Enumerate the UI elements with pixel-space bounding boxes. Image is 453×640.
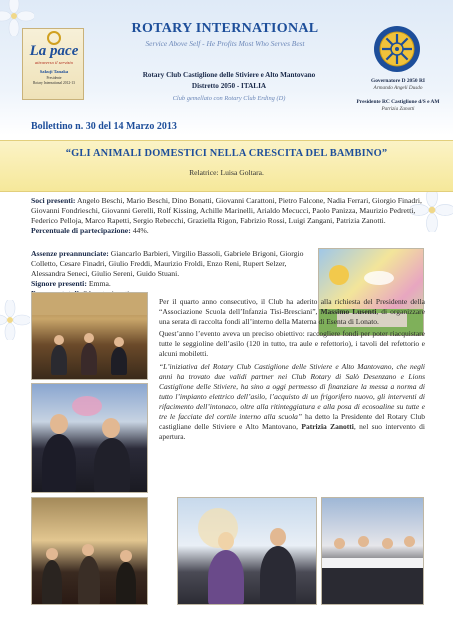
governor-name: Armando Angeli Dusdo	[373, 85, 423, 91]
paragraph-1-text-end: , di organizzare una serata di raccolta fondi all’interno della Materna di Esenta di Lonato.	[159, 307, 426, 327]
photo-dinner-hall	[31, 292, 148, 380]
absences: Giancarlo Barbieri, Virgilio Bassoli, Gabriele Brigoni, Giorgio Colletto, Cesare Finadri, Giulio Freddi, Maurizio Froldi, Enzo Reni, Rupert Selzer, Alessandra Seneci, Giulio Sereni, Guido Stuani.	[31, 249, 304, 279]
paragraph-3	[159, 362, 425, 443]
ladies-label: Signore presenti:	[31, 279, 87, 289]
bulletin-number: Bollettino n. 30 del 14 Marzo 2013	[31, 121, 177, 132]
masthead-title: ROTARY INTERNATIONAL	[131, 21, 319, 36]
paragraph-3-text-end: , nel suo intervento di apertura.	[159, 422, 425, 442]
members-present-label: Soci presenti:	[31, 196, 76, 205]
paragraph-2: Quest’anno l’evento aveva un preciso obiettivo: raccogliere fondi per poter riacquistare tutte le seggioline dell’asilo (120 in tutto, tra aule e refettorio), i tavoli del refettorio e alcuni mobiletti.	[159, 329, 425, 359]
article-speaker: Relatrice: Luisa Goltara.	[189, 168, 264, 177]
paragraph-3-name: Patrizia Zanotti	[301, 422, 354, 432]
president-name: Patrizia Zanotti	[381, 106, 415, 112]
article-body	[159, 297, 425, 444]
badge-name: Sakuji Tanaka	[39, 69, 69, 74]
ladies-present: Emma.	[88, 279, 111, 289]
photo-two-men-and-woman	[31, 383, 148, 493]
paragraph-1-text: Per il quarto anno consecutivo, il Club ha aderito alla richiesta del Presidente della “Associazione Scuola dell’Infanzia Tisi-Bresciani”,	[159, 297, 425, 317]
badge-title: La pace	[29, 43, 79, 59]
badge-subtitle: attraverso il servizio	[34, 60, 74, 65]
paragraph-3-text: ha detto la Presidente del Rotary Club castigliane delle Stiviere e Alto Mantovano,	[159, 412, 426, 432]
photo-speaker-microphone	[177, 497, 317, 605]
article-title: “GLI ANIMALI DOMESTICI NELLA CRESCITA DEL BAMBINO”	[65, 148, 388, 159]
paragraph-1	[159, 297, 425, 327]
masthead-motto: Service Above Self - He Profits Most Who Serves Best	[145, 39, 305, 48]
governor-label: Governatore D 2050 RI	[371, 78, 425, 84]
president-label: Presidente RC Castiglione d/S e AM	[356, 99, 440, 105]
la-pace-badge	[22, 28, 84, 100]
twinned-club: Club gemellato con Rotary Club Erding (D)	[172, 95, 286, 102]
paragraph-1-name: Massimo Lusenti	[320, 307, 377, 317]
district: Distretto 2050 - ITALIA	[191, 82, 267, 90]
badge-role-detail: Rotary International 2012-13	[33, 81, 75, 85]
paragraph-3-quote: “L’iniziativa del Rotary Club Castiglione delle Stiviere e Alto Mantovano, che negli anni ha trovato due validi partner nei Club Rotary di Salò Desenzano e Lions Castiglione delle Stiviere, ha sino a oggi permesso di finanziare la messa a norma di tutto l’impianto elettrico dell’asilo, l’acquisto di un frigorifero nuovo, gli interventi di rifacimento dell’intonaco, oltre alla ritinteggiatura e alla posa di ecosoaline su tutte e tre le facciate del cortile interno alla scuola”	[159, 361, 425, 422]
rotary-wheel-logo-icon	[372, 24, 422, 74]
photo-guests-seated	[31, 497, 148, 605]
absences-label: Assenze preannunciate:	[31, 249, 109, 258]
members-present: Angelo Beschi, Mario Beschi, Dino Bonatti, Giovanni Carattoni, Pietro Falcone, Nadia Ferrari, Giorgio Finadri, Giovanni Fondrieschi, Giovanni Gerelli, Rolf Kissing, Achille Marinelli, Arialdo Mecucci, Paolo Panizza, Maurizio Pedretti, Federico Pelloja, Marco Rapetti, Sergio Rebecchi, Graziella Rigon, Fabrizio Rossi, Luigi Zangani, Patrizia Zanotti.	[31, 196, 422, 226]
participation-value: 44%.	[132, 226, 149, 236]
flower-decoration-left-icon	[0, 300, 30, 340]
participation-label: Percentuale di partecipazione:	[31, 226, 131, 236]
attendance-section	[31, 196, 423, 236]
photo-head-table	[321, 497, 424, 605]
club-name: Rotary Club Castiglione delle Stiviere e Alto Mantovano	[142, 71, 316, 79]
badge-role: Presidente	[46, 76, 62, 80]
